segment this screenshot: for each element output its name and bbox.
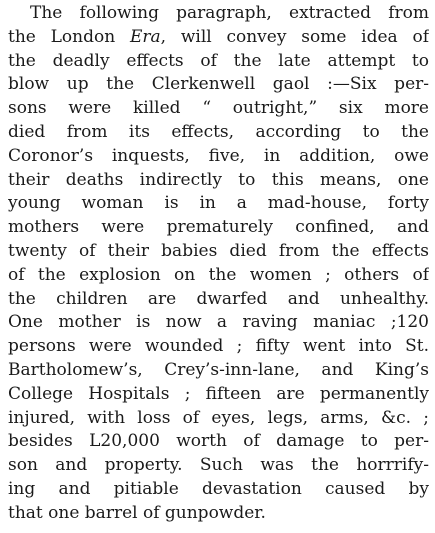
text-line: son and property. Such was the horrrify- bbox=[8, 455, 429, 476]
text-line: blow up the Clerkenwell gaol :—Six per- bbox=[8, 74, 429, 95]
text-line: The following paragraph, extracted from bbox=[30, 3, 429, 23]
text-line: College Hospitals ; fifteen are permanently bbox=[8, 383, 429, 404]
text-line: of the explosion on the women ; others of bbox=[8, 264, 429, 285]
text-line: injured, with loss of eyes, legs, arms, &c. ; bbox=[8, 407, 429, 428]
text-line: that one barrel of gunpowder. bbox=[8, 502, 266, 523]
text-line: Bartholomew’s, Crey’s-inn-lane, and King’s bbox=[8, 359, 429, 380]
text-line: died from its effects, according to the bbox=[8, 121, 429, 142]
text-line: their deaths indirectly to this means, one bbox=[8, 169, 429, 190]
text-line: mothers were prematurely confined, and bbox=[8, 217, 429, 238]
text-line: the children are dwarfed and unhealthy. bbox=[8, 288, 429, 309]
text-line: twenty of their babies died from the effects bbox=[8, 240, 429, 261]
text-line: the London Era, will convey some idea of bbox=[8, 26, 429, 47]
text-line: sons were killed “ outright,” six more bbox=[8, 98, 429, 119]
text-line: Coronor’s inquests, five, in addition, owe bbox=[8, 145, 429, 166]
text-line: besides L20,000 worth of damage to per- bbox=[8, 431, 429, 452]
text-line: ing and pitiable devastation caused by bbox=[8, 478, 429, 499]
text-line: young woman is in a mad-house, forty bbox=[8, 193, 429, 214]
text-line: the deadly effects of the late attempt to bbox=[8, 50, 429, 71]
text-line: persons were wounded ; fifty went into St. bbox=[8, 336, 429, 357]
newspaper-title: Era bbox=[129, 26, 161, 47]
text-line: One mother is now a raving maniac ;120 bbox=[8, 312, 429, 333]
article-paragraph bbox=[8, 2, 429, 526]
